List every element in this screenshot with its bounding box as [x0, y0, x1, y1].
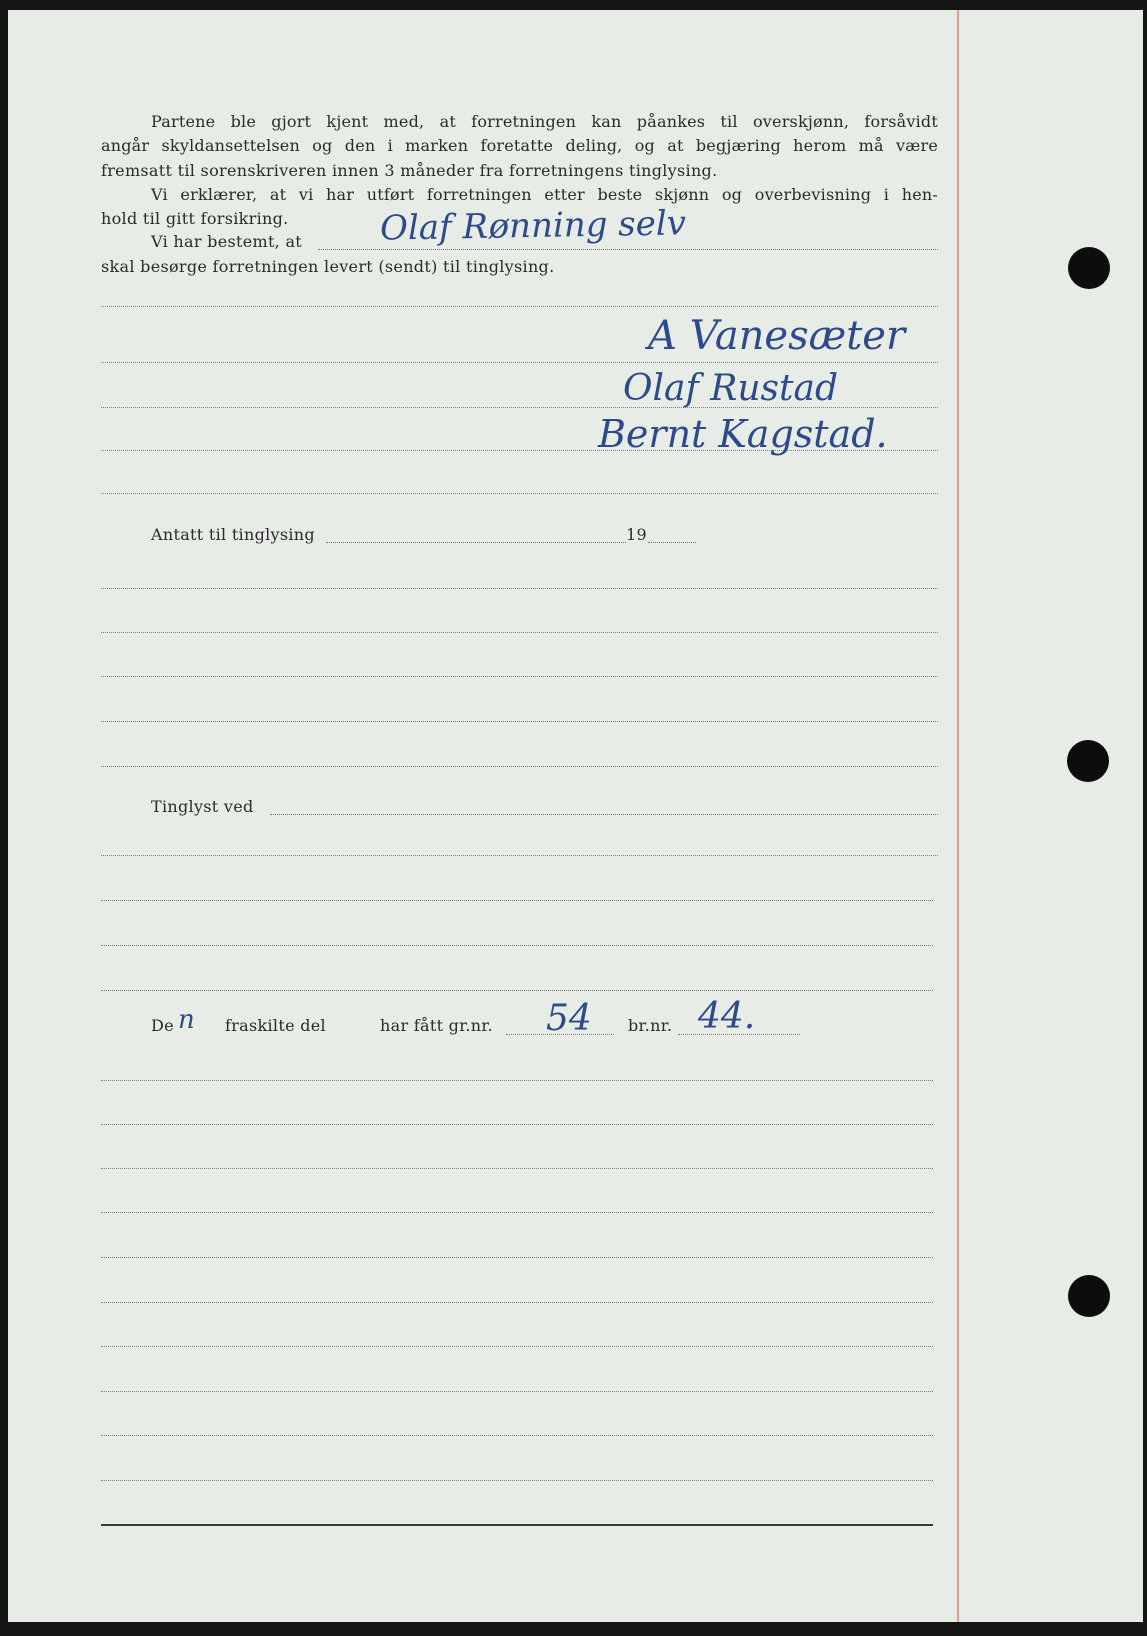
ruled-line	[101, 766, 938, 767]
ruled-line	[101, 721, 938, 722]
ruled-line	[101, 632, 938, 633]
ruled-line	[101, 1391, 933, 1392]
ruled-line	[101, 1435, 933, 1436]
paragraph-line-3: fremsatt til sorenskriveren innen 3 måneder fra forretningens tinglysing.	[101, 161, 718, 180]
ruled-line	[101, 1212, 933, 1213]
bottom-solid-line	[101, 1524, 933, 1526]
ruled-line	[101, 1080, 933, 1081]
deliverer-handwriting: Olaf Rønning selv	[379, 203, 687, 249]
ruled-line	[101, 1124, 933, 1125]
ruled-line	[101, 1302, 933, 1303]
ruled-line	[101, 900, 933, 901]
paragraph-line-6-label: Vi har bestemt, at	[151, 232, 303, 251]
ruled-line	[101, 362, 938, 363]
punch-hole-bottom	[1068, 1275, 1110, 1317]
document-page	[8, 10, 1143, 1622]
signature-2: Olaf Rustad	[623, 368, 838, 409]
ruled-line	[101, 493, 938, 494]
paragraph-line-4: Vi erklærer, at vi har utført forretningen etter beste skjønn og overbevisning i hen-	[151, 185, 938, 204]
ruled-line	[101, 588, 938, 589]
fraskilt-label-fraskilte: fraskilte del	[225, 1016, 326, 1035]
punch-hole-middle	[1067, 740, 1109, 782]
paragraph-line-2: angår skyldansettelsen og den i marken foretatte deling, og at begjæring herom må være	[101, 136, 938, 155]
antatt-dotted-line	[326, 542, 626, 543]
paragraph-line-5: hold til gitt forsikring.	[101, 209, 289, 228]
signature-3: Bernt Kagstad.	[598, 412, 888, 456]
brnr-value: 44.	[698, 996, 756, 1037]
ruled-line	[101, 1480, 933, 1481]
deliverer-dotted-line	[318, 249, 938, 250]
signature-1: A Vanesæter	[648, 313, 906, 359]
fraskilt-hand-n: n	[178, 1005, 195, 1035]
fraskilt-label-brnr: br.nr.	[628, 1016, 673, 1035]
fraskilt-label-grnr: har fått gr.nr.	[380, 1016, 493, 1035]
ruled-line	[101, 1346, 933, 1347]
antatt-year-dotted-line	[648, 542, 696, 543]
red-margin-line	[957, 10, 959, 1622]
ruled-line	[101, 945, 933, 946]
ruled-line	[101, 676, 938, 677]
paragraph-line-1: Partene ble gjort kjent med, at forretningen kan påankes til overskjønn, forsåvidt	[151, 112, 938, 131]
tinglyst-dotted-line	[270, 814, 938, 815]
antatt-label: Antatt til tinglysing	[151, 525, 315, 544]
grnr-value: 54	[546, 998, 592, 1039]
antatt-year-prefix: 19	[626, 525, 647, 544]
ruled-line	[101, 306, 938, 307]
fraskilt-label-de: De	[151, 1016, 174, 1035]
tinglyst-label: Tinglyst ved	[151, 797, 254, 816]
ruled-line	[101, 1257, 933, 1258]
ruled-line	[101, 990, 933, 991]
paragraph-line-7: skal besørge forretningen levert (sendt) til tinglysing.	[101, 257, 555, 276]
ruled-line	[101, 1168, 933, 1169]
punch-hole-top	[1068, 247, 1110, 289]
ruled-line	[101, 855, 938, 856]
